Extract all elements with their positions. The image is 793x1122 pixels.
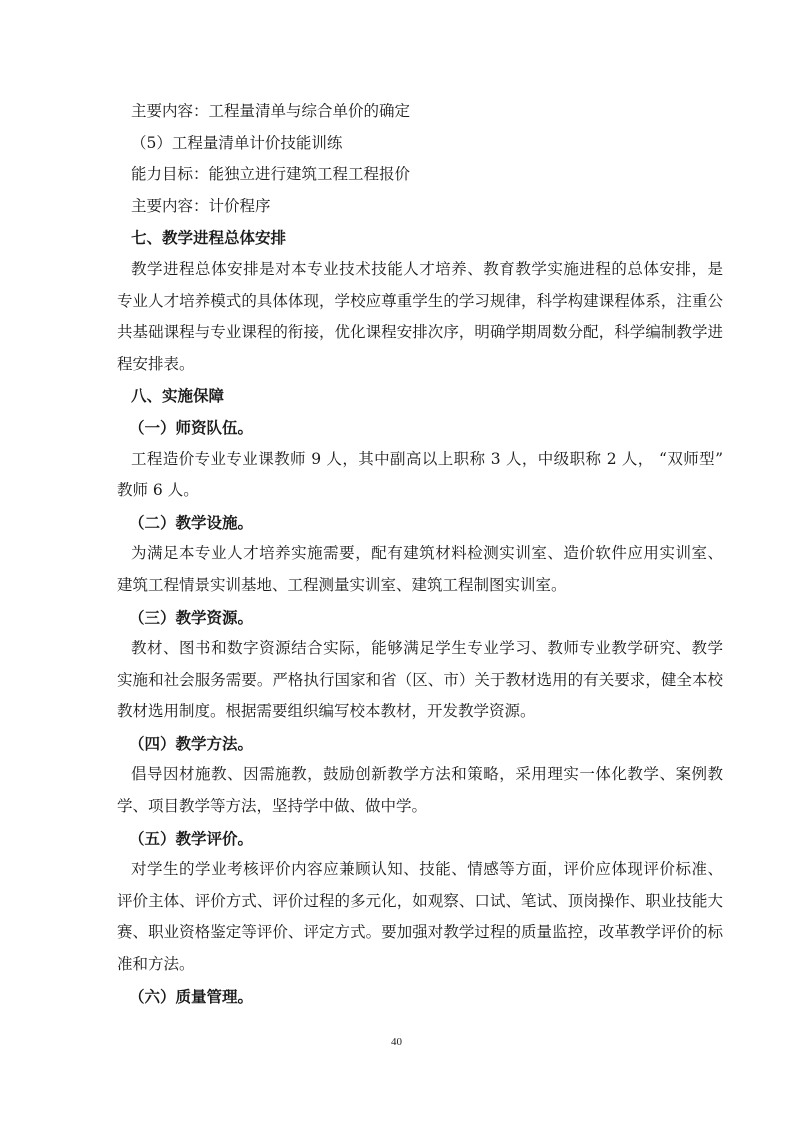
subsection-6-heading: （六）质量管理。 [129, 986, 254, 1006]
section-7-paragraph [117, 254, 723, 380]
paragraph-row: 准和方法。 [117, 955, 195, 974]
section-7-heading: 七、教学进程总体安排 [131, 228, 287, 248]
paragraph-row: 教师 6 人。 [117, 481, 199, 500]
training-item-5: （5）工程量清单计价技能训练 [131, 133, 343, 152]
subsection-4-heading: （四）教学方法。 [129, 733, 254, 753]
subsection-3-paragraph [117, 633, 723, 728]
paragraph-row: 共基础课程与专业课程的衔接，优化课程安排次序，明确学期周数分配，科学编制教学进 [117, 323, 723, 342]
page-number: 40 [391, 1036, 402, 1048]
subsection-3-heading: （三）教学资源。 [129, 607, 254, 627]
page-content [117, 96, 723, 1012]
paragraph-row: 教材选用制度。根据需要组织编写校本教材，开发教学资源。 [117, 702, 536, 721]
paragraph-row: 学、项目教学等方法，坚持学中做、做中学。 [117, 797, 428, 816]
paragraph-row: 赛、职业资格鉴定等评价、评定方式。要加强对教学过程的质量监控，改革教学评价的标 [117, 923, 723, 942]
subsection-2-heading: （二）教学设施。 [129, 512, 254, 532]
paragraph-row: 对学生的学业考核评价内容应兼顾认知、技能、情感等方面，评价应体现评价标准、 [131, 860, 723, 879]
paragraph-row: 建筑工程情景实训基地、工程测量实训室、建筑工程制图实训室。 [117, 575, 567, 594]
paragraph-row: 为满足本专业人才培养实施需要，配有建筑材料检测实训室、造价软件应用实训室、 [131, 544, 723, 563]
main-content-line-2: 主要内容：计价程序 [131, 196, 271, 215]
section-8-heading: 八、实施保障 [131, 386, 225, 406]
paragraph-row: 教学进程总体安排是对本专业技术技能人才培养、教育教学实施进程的总体安排，是 [131, 259, 723, 278]
paragraph-row: 工程造价专业专业课教师 9 人，其中副高以上职称 3 人，中级职称 2 人， “双师型” [131, 449, 723, 468]
paragraph-row: 倡导因材施教、因需施教，鼓励创新教学方法和策略，采用理实一体化教学、案例教 [131, 765, 723, 784]
subsection-1-paragraph [117, 444, 723, 507]
subsection-5-heading: （五）教学评价。 [129, 828, 254, 848]
paragraph-row: 教材、图书和数字资源结合实际，能够满足学生专业学习、教师专业教学研究、教学 [131, 639, 723, 658]
subsection-2-paragraph [117, 538, 723, 601]
paragraph-row: 程安排表。 [117, 354, 195, 373]
subsection-4-paragraph [117, 759, 723, 822]
main-content-line: 主要内容：工程量清单与综合单价的确定 [131, 102, 411, 120]
subsection-5-paragraph [117, 854, 723, 980]
paragraph-row: 评价主体、评价方式、评价过程的多元化，如观察、口试、笔试、顶岗操作、职业技能大 [117, 891, 723, 910]
ability-goal-line: 能力目标：能独立进行建筑工程工程报价 [131, 165, 411, 184]
paragraph-row: 专业人才培养模式的具体体现，学校应尊重学生的学习规律，科学构建课程体系，注重公 [117, 291, 723, 310]
subsection-1-heading: （一）师资队伍。 [129, 417, 254, 437]
paragraph-row: 实施和社会服务需要。严格执行国家和省（区、市）关于教材选用的有关要求，健全本校 [117, 670, 723, 689]
